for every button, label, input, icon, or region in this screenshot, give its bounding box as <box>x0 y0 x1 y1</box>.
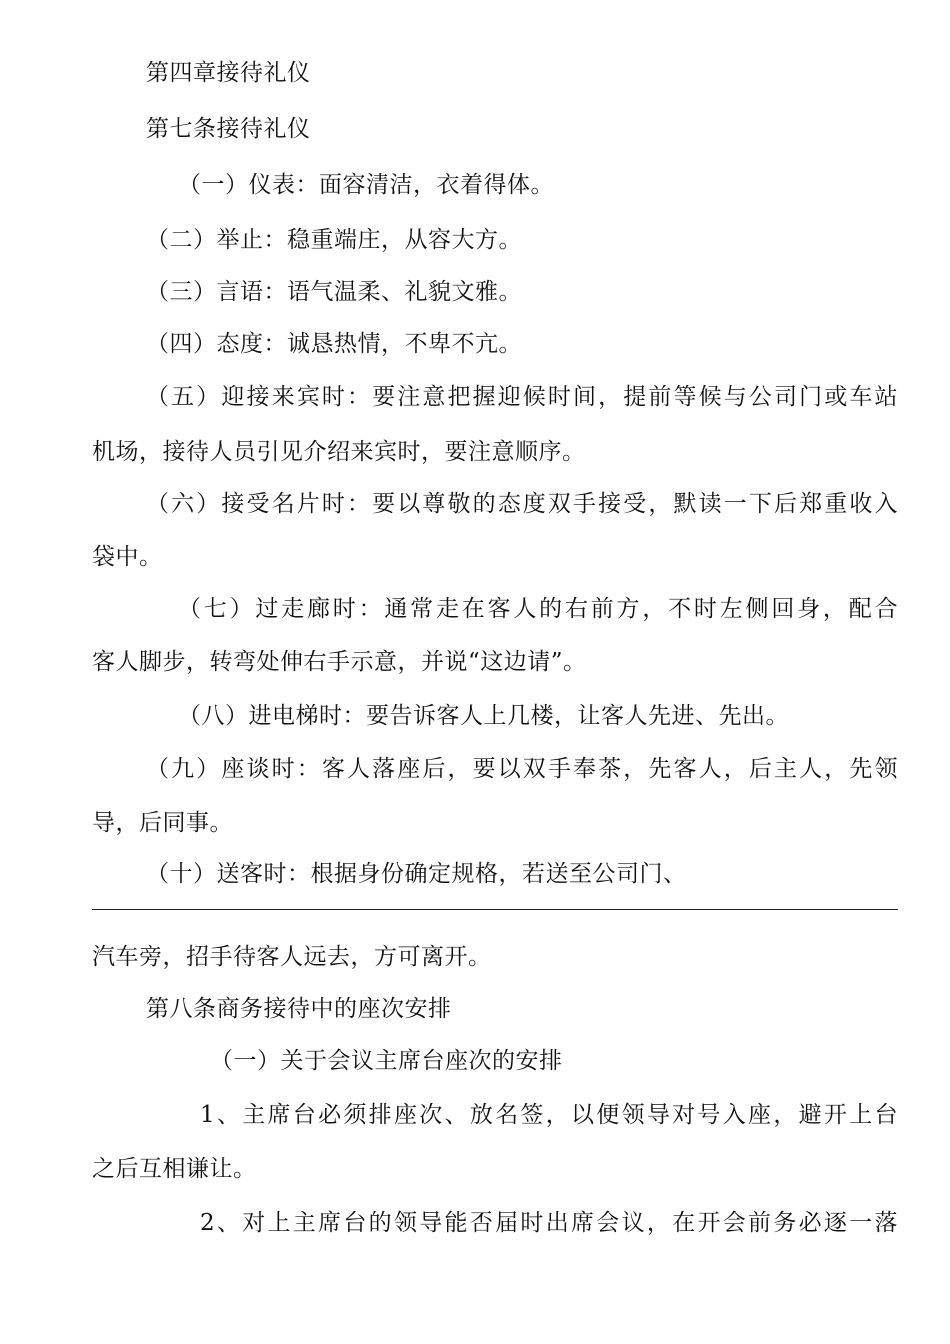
page-break-divider <box>92 909 898 910</box>
item-6-line-2: 袋中。 <box>92 544 163 570</box>
item-7-line-1: （七）过走廊时：通常走在客人的右前方，不时左侧回身，配合 <box>178 596 898 622</box>
chapter-heading: 第四章接待礼仪 <box>146 60 311 86</box>
item-6-line-1: （六）接受名片时：要以尊敬的态度双手接受，默读一下后郑重收入 <box>146 491 898 517</box>
item-9-line-2: 导，后同事。 <box>92 810 233 836</box>
article-7-heading: 第七条接待礼仪 <box>146 116 311 142</box>
item-10-line-1: （十）送客时：根据身份确定规格，若送至公司门、 <box>146 861 687 887</box>
item-5-line-2: 机场，接待人员引见介绍来宾时，要注意顺序。 <box>92 439 586 465</box>
paragraph-1-line-1: 1、主席台必须排座次、放名签，以便领导对号入座，避开上台 <box>200 1102 898 1128</box>
item-1: （一）仪表：面容清洁，衣着得体。 <box>178 172 554 198</box>
article-8-heading: 第八条商务接待中的座次安排 <box>146 996 452 1022</box>
item-4: （四）态度：诚恳热情，不卑不亢。 <box>146 331 522 357</box>
sub-heading-1: （一）关于会议主席台座次的安排 <box>210 1048 563 1074</box>
paragraph-1-line-2: 之后互相谦让。 <box>92 1156 257 1182</box>
item-2: （二）举止：稳重端庄，从容大方。 <box>146 227 522 253</box>
paragraph-2-line-1: 2、对上主席台的领导能否届时出席会议，在开会前务必逐一落 <box>200 1210 898 1236</box>
item-8: （八）进电梯时：要告诉客人上几楼，让客人先进、先出。 <box>178 703 789 729</box>
item-7-line-2: 客人脚步，转弯处伸右手示意，并说“这边请”。 <box>92 649 587 675</box>
item-9-line-1: （九）座谈时：客人落座后，要以双手奉茶，先客人，后主人，先领 <box>146 756 898 782</box>
item-10-line-2: 汽车旁，招手待客人远去，方可离开。 <box>92 944 492 970</box>
item-5-line-1: （五）迎接来宾时：要注意把握迎候时间，提前等候与公司门或车站 <box>146 384 898 410</box>
item-3: （三）言语：语气温柔、礼貌文雅。 <box>146 279 522 305</box>
